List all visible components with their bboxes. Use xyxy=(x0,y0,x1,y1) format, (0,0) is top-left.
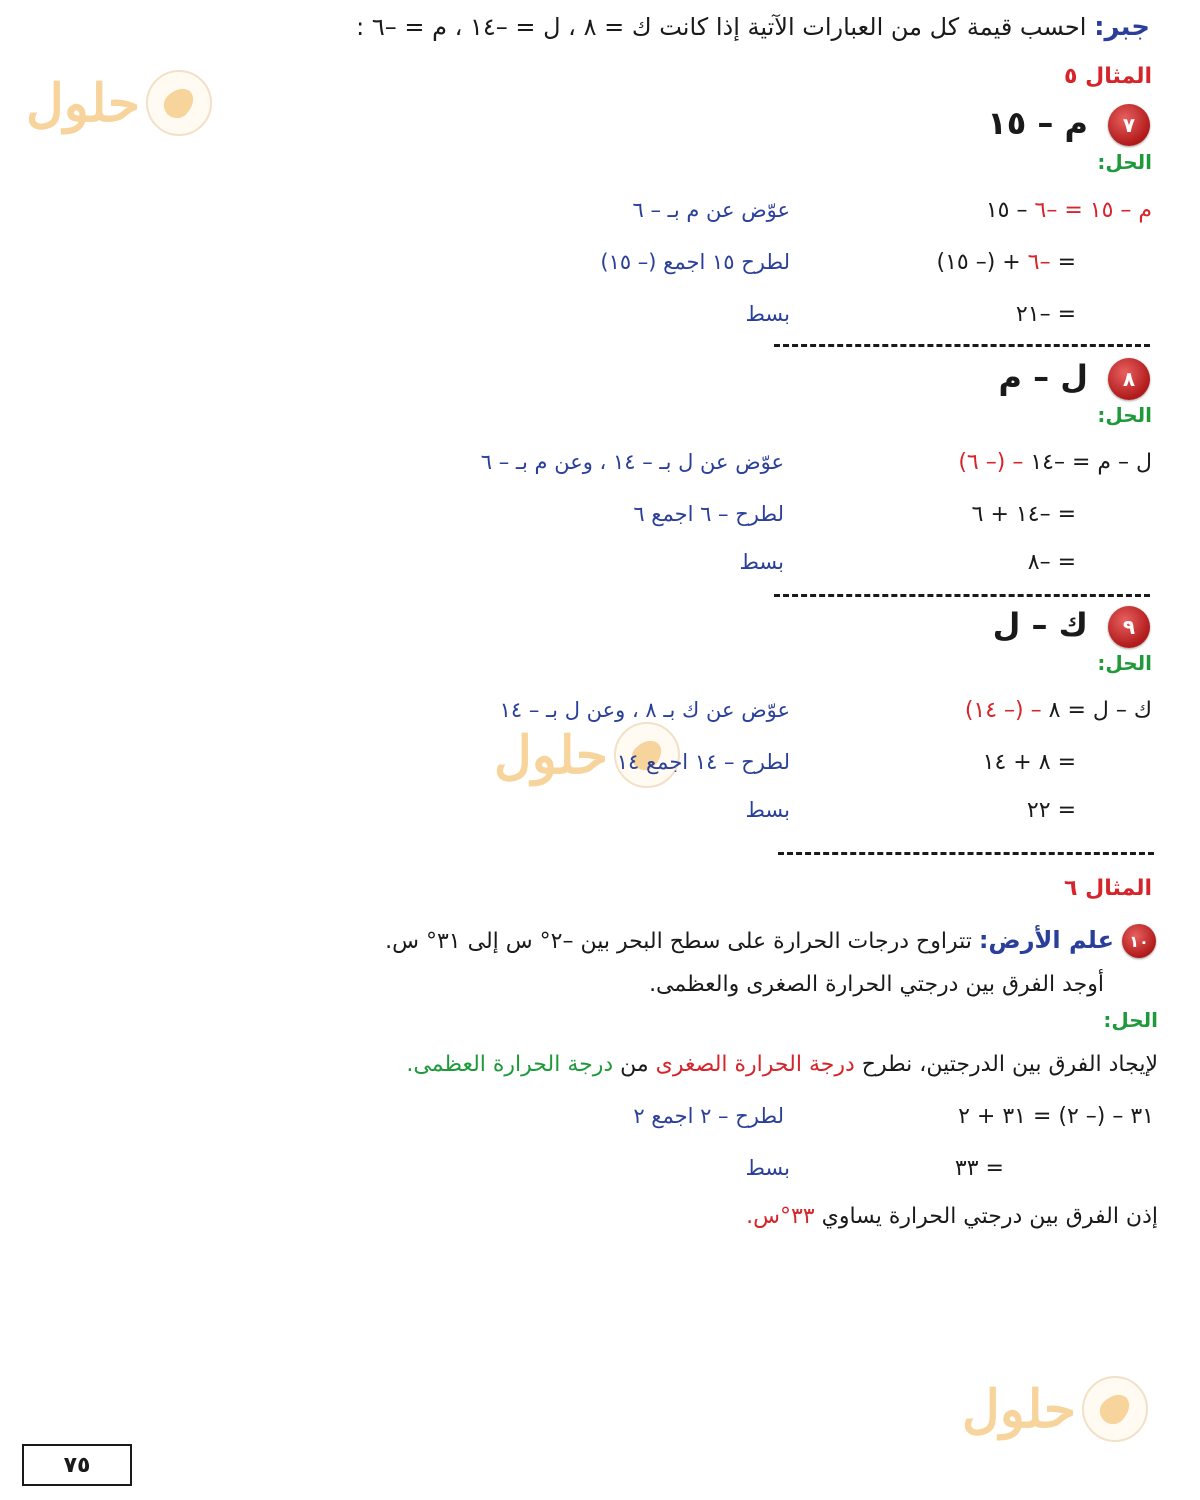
problem-8-note-2: لطرح – ٦ اجمع ٦ xyxy=(633,502,784,526)
problem-10-solution-label: الحل: xyxy=(1103,1008,1158,1032)
problem-8-solution-label: الحل: xyxy=(1097,403,1152,427)
watermark-text: حلول xyxy=(26,72,141,134)
problem-8-badge: ٨ xyxy=(1108,358,1150,400)
problem-8-note-1: عوّض عن ل بـ – ١٤ ، وعن م بـ – ٦ xyxy=(480,450,784,474)
problem-10-badge: ١٠ xyxy=(1122,924,1156,958)
problem-10-question-line-1: تتراوح درجات الحرارة على سطح البحر بين –٢° س إلى ٣١° س. xyxy=(385,929,972,954)
problem-7-note-1: عوّض عن م بـ – ٦ xyxy=(632,198,790,222)
problem-10-step-1: ٣١ – (– ٢) = ٣١ + ٢ xyxy=(958,1104,1154,1129)
divider xyxy=(778,852,1154,855)
problem-10-question xyxy=(385,926,1114,954)
problem-10-step-2: = ٣٣ xyxy=(954,1156,1004,1181)
watermark-text: حلول xyxy=(962,1378,1077,1440)
divider xyxy=(774,594,1150,597)
problem-8-step-3: = –٨ xyxy=(1027,550,1076,575)
problem-7-solution-label: الحل: xyxy=(1097,150,1152,174)
problem-7-step-3: = –٢١ xyxy=(1015,302,1076,327)
problem-10-intro: لإيجاد الفرق بين الدرجتين، نطرح درجة الحرارة الصغرى من درجة الحرارة العظمى. xyxy=(406,1052,1158,1077)
exercise-header xyxy=(356,12,1150,42)
example-6-label: المثال ٦ xyxy=(1064,876,1152,901)
problem-7-note-2: لطرح ١٥ اجمع (– ١٥) xyxy=(600,250,790,274)
divider xyxy=(774,344,1150,347)
problem-9-solution-label: الحل: xyxy=(1097,651,1152,675)
problem-10-note-1: لطرح – ٢ اجمع ٢ xyxy=(633,1104,784,1128)
header-label: جبر: xyxy=(1094,12,1150,42)
problem-7-note-3: بسط xyxy=(745,302,790,326)
problem-10-note-2: بسط xyxy=(745,1156,790,1180)
problem-9-expression: ك – ل xyxy=(992,606,1088,644)
problem-8-expression: ل – م xyxy=(998,358,1088,396)
problem-9-badge: ٩ xyxy=(1108,606,1150,648)
watermark-logo-icon xyxy=(146,70,212,136)
problem-10-topic: علم الأرض: xyxy=(978,926,1114,954)
problem-9-note-2: لطرح – ١٤ اجمع ١٤ xyxy=(616,750,790,774)
problem-9-step-2: = ٨ + ١٤ xyxy=(982,750,1076,775)
problem-10-question-line-2: أوجد الفرق بين درجتي الحرارة الصغرى والعظمى. xyxy=(649,972,1104,997)
problem-9-note-3: بسط xyxy=(745,798,790,822)
watermark-bottom xyxy=(962,1376,1148,1442)
page-number: ٧٥ xyxy=(22,1444,132,1486)
problem-9-note-1: عوّض عن ك بـ ٨ ، وعن ل بـ – ١٤ xyxy=(499,698,790,722)
problem-7-step-2: = –٦ + (– ١٥) xyxy=(936,250,1076,275)
watermark-text: حلول xyxy=(494,724,609,786)
watermark-top xyxy=(26,70,212,136)
watermark-logo-icon xyxy=(1082,1376,1148,1442)
problem-8-step-1: ل – م = –١٤ – (– ٦) xyxy=(958,450,1152,475)
problem-8-step-2: = –١٤ + ٦ xyxy=(971,502,1076,527)
problem-7-badge: ٧ xyxy=(1108,104,1150,146)
example-5-label: المثال ٥ xyxy=(1064,64,1152,89)
problem-8-note-3: بسط xyxy=(739,550,784,574)
header-text: احسب قيمة كل من العبارات الآتية إذا كانت ك = ٨ ، ل = –١٤ ، م = –٦ : xyxy=(356,13,1087,41)
problem-10-conclusion: إذن الفرق بين درجتي الحرارة يساوي ٣٣°س. xyxy=(746,1204,1158,1229)
problem-9-step-1: ك – ل = ٨ – (– ١٤) xyxy=(964,698,1152,723)
problem-7-expression: م – ١٥ xyxy=(987,104,1088,142)
problem-7-step-1: م – ١٥ = –٦ – ١٥ xyxy=(985,198,1152,223)
problem-9-step-3: = ٢٢ xyxy=(1026,798,1076,823)
